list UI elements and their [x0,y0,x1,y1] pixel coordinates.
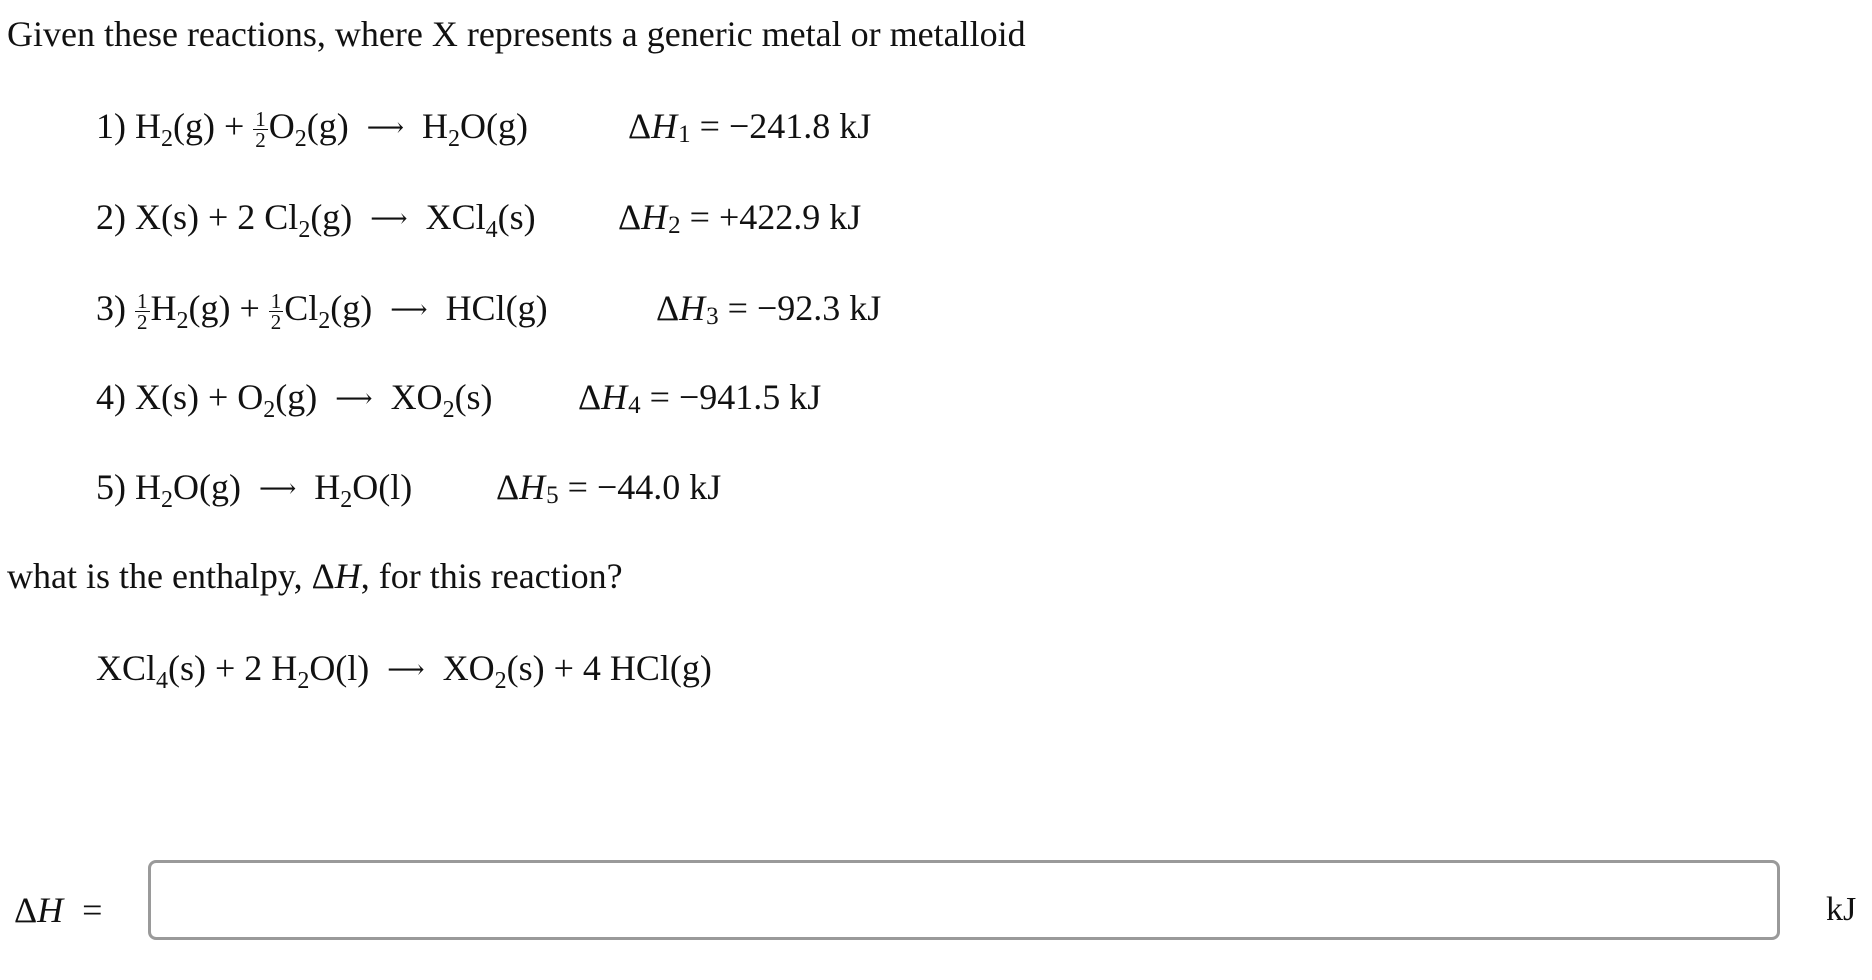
reaction-arrow-icon: ⟶ [335,384,373,413]
reaction-1-equation: 1) $H_2(g)$ + $\frac{1}{2}$ $O_2(g)$ ⟶ $H_2O(g)$ [96,106,529,152]
reaction-number: 5) [96,467,126,507]
reaction-2-equation: 2) X(s) + 2 $Cl_2(g)$ ⟶ XCl$_4$(s) [96,197,536,243]
reaction-3-enthalpy: ΔH3 = −92.3 kJ [656,288,882,330]
question-text: what is the enthalpy, ΔH, for this reaction? [7,556,623,596]
reaction-3-equation: 3) $\frac{1}{2}$ $H_2(g)$ + $\frac{1}{2}$ $Cl_2(g)$ ⟶ HCl(g) [96,288,548,334]
reaction-number: 1) [96,106,126,146]
reaction-number: 2) [96,197,126,237]
target-reaction-equation: XCl$_4$(s) + 2 $H_2O(l)$ ⟶ $XO_2(s) + 4$ HCl(g) [96,648,712,694]
answer-label: ΔH = [14,890,103,930]
reaction-arrow-icon: ⟶ [258,474,297,503]
reaction-1-enthalpy: ΔH1 = −241.8 kJ [628,106,872,148]
one-half-fraction: $\frac{1}{2}$ [255,107,266,152]
one-half-fraction: $\frac{1}{2}$ [270,289,282,334]
reaction-4-equation: 4) $X(s) + O_2(g)$ ⟶ $XO_2(s)$ [96,377,493,423]
reaction-arrow-icon: ⟶ [370,204,408,233]
reaction-arrow-icon: ⟶ [390,295,428,324]
answer-unit-label: kJ [1826,891,1857,928]
reaction-number: 4) [96,377,126,417]
reaction-arrow-icon: ⟶ [387,655,425,684]
one-half-fraction: $\frac{1}{2}$ [137,289,148,334]
reaction-5-equation: 5) $H_2O(g)$ ⟶ $H_2O(l)$ [96,467,413,513]
reaction-arrow-icon: ⟶ [366,113,405,142]
intro-text: Given these reactions, where X represents a generic metal or metalloid [7,14,1026,54]
reaction-number: 3) [96,288,126,328]
reaction-2-enthalpy: ΔH2 = +422.9 kJ [618,197,862,239]
reaction-4-enthalpy: ΔH4 = −941.5 kJ [578,377,822,419]
reaction-5-enthalpy: ΔH5 = −44.0 kJ [496,467,722,509]
enthalpy-answer-input[interactable] [148,860,1780,940]
